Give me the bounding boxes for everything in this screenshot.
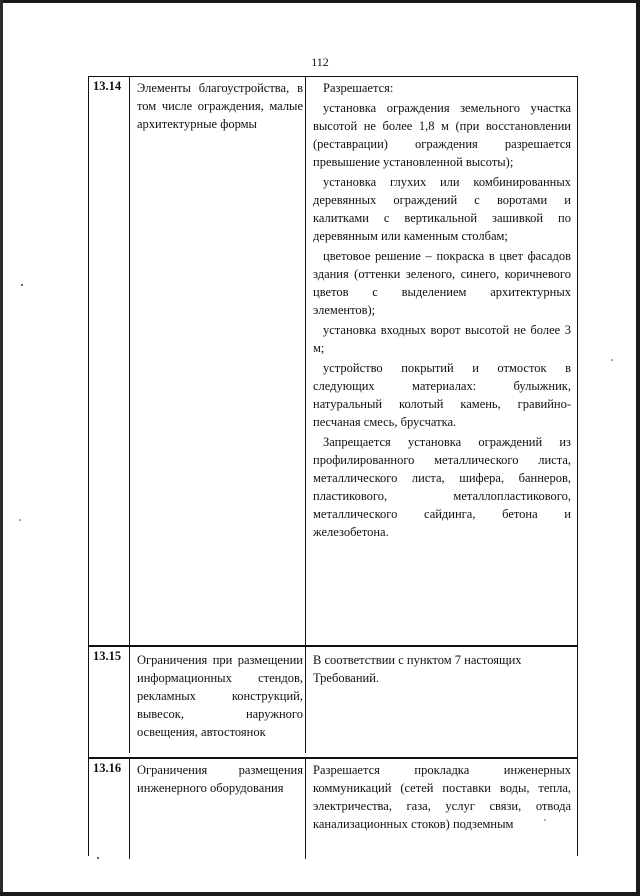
scan-speck	[544, 819, 546, 821]
row-number: 13.16	[93, 761, 122, 775]
row-number: 13.15	[93, 649, 122, 663]
requirement-paragraph: Разрешается:	[323, 81, 394, 95]
element-name: Ограничения размещения инженерного оборудования	[137, 763, 303, 795]
scan-speck	[611, 359, 613, 361]
requirement-paragraph: установка глухих или комбинированных деревянных ограждений с воротами и калитками с вертикальной зашивкой по деревянным или каменным столбам;	[313, 175, 571, 243]
requirement-paragraph: Запрещается установка ограждений из профилированного металлического листа, металлического листа, шифера, баннеров, пластикового, металлопластикового, металлического сайдинга, бетона и железобетона.	[313, 435, 571, 539]
requirement-paragraph: В соответствии с пунктом 7 настоящих Требований.	[313, 653, 522, 685]
scan-speck	[21, 284, 23, 286]
scan-speck	[19, 519, 21, 521]
row-number: 13.14	[93, 79, 122, 93]
requirement-paragraph: устройство покрытий и отмосток в следующих материалах: булыжник, натуральный колотый камень, гравийно-песчаная смесь, брусчатка.	[313, 361, 571, 429]
requirement-paragraph: Разрешается прокладка инженерных коммуникаций (сетей поставки воды, тепла, электричества, газа, услуг связи, отвода канализационных стоков) подземным	[313, 763, 571, 831]
requirement-paragraph: установка входных ворот высотой не более 3 м;	[313, 323, 571, 355]
element-name: Ограничения при размещении информационных стендов, рекламных конструкций, вывесок, наружного освещения, автостоянок	[137, 653, 303, 739]
requirement-paragraph: установка ограждения земельного участка высотой не более 1,8 м (при восстановлении (реставрации) ограждения разрешается превышение установленной высоты);	[313, 101, 571, 169]
page-number: 112	[311, 55, 329, 69]
requirement-paragraph: цветовое решение – покраска в цвет фасадов здания (оттенки зеленого, синего, коричневого цветов с выделением архитектурных элементов);	[313, 249, 571, 317]
scan-speck	[97, 857, 99, 859]
element-name: Элементы благоустройства, в том числе ограждения, малые архитектурные формы	[137, 81, 303, 131]
